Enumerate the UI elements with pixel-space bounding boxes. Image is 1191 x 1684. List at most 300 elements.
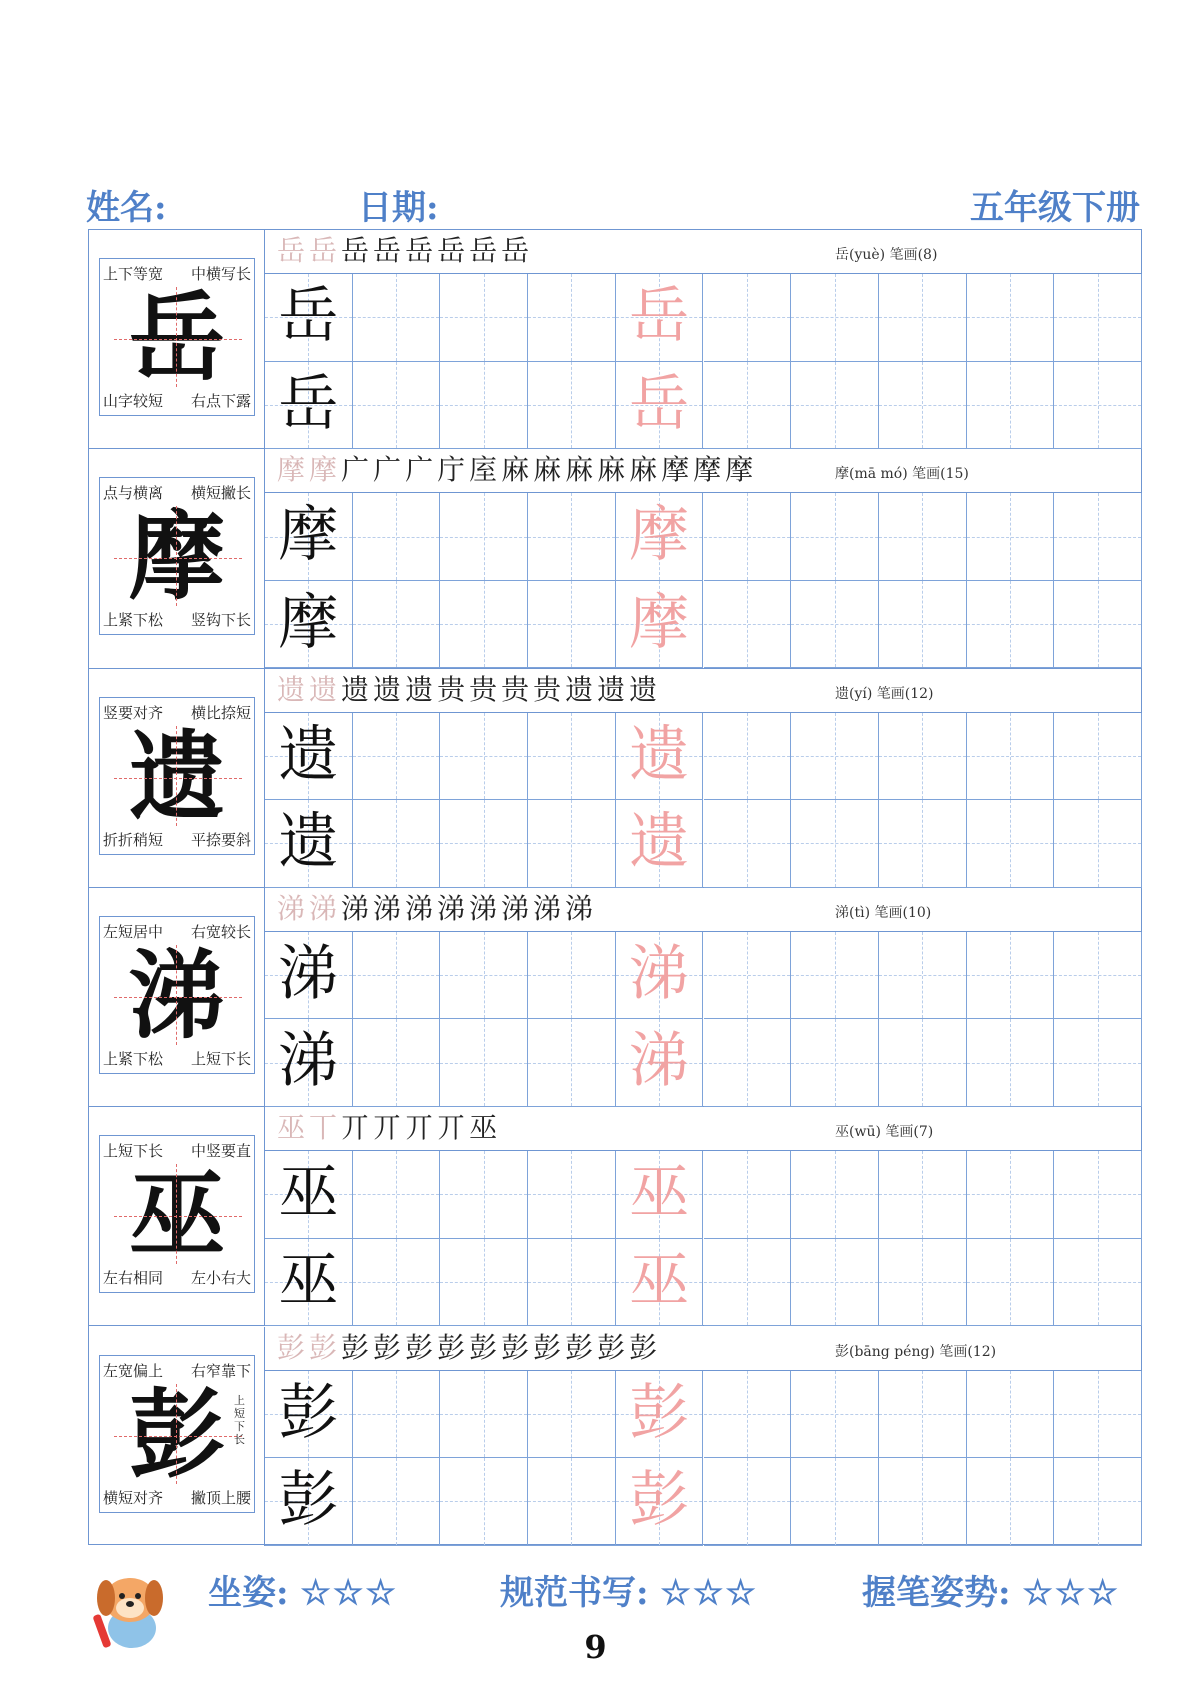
tian-grid-cell[interactable]	[704, 1019, 792, 1107]
tian-grid-cell[interactable]	[440, 713, 528, 801]
tian-grid-cell[interactable]	[791, 274, 879, 362]
stroke-step: 丌	[437, 1111, 466, 1145]
stroke-step: 彭	[501, 1330, 530, 1364]
guide-line	[114, 778, 242, 779]
tian-grid-cell[interactable]	[440, 274, 528, 362]
pinyin-stroke-info: 遗(yí) 笔画(12)	[835, 685, 934, 702]
stroke-step: 麻	[533, 453, 562, 487]
model-character: 彭	[129, 1377, 225, 1491]
tian-grid-cell[interactable]	[879, 581, 967, 669]
stroke-step: 摩	[277, 453, 306, 487]
guide-line	[114, 1216, 242, 1217]
tian-grid-cell[interactable]	[1054, 581, 1142, 669]
sample-character: 岳	[278, 368, 339, 439]
stroke-step: 贵	[501, 672, 530, 706]
tian-grid-cell[interactable]	[967, 1239, 1055, 1327]
tian-grid-cell[interactable]	[616, 581, 704, 669]
tian-grid-cell[interactable]	[353, 1371, 441, 1459]
tian-grid-cell[interactable]	[1054, 1151, 1142, 1239]
stroke-step: 涕	[533, 891, 562, 925]
stroke-step: 岳	[501, 234, 530, 267]
tian-grid-cell[interactable]	[353, 713, 441, 801]
tian-grid-cell[interactable]	[879, 932, 967, 1020]
tian-grid-cell[interactable]	[265, 1239, 353, 1327]
sitting-posture-rating	[208, 1565, 398, 1614]
tian-grid-cell[interactable]	[1054, 362, 1142, 450]
model-character: 巫	[129, 1158, 225, 1272]
writing-tip: 竖要对齐	[103, 703, 164, 722]
tian-grid-cell[interactable]	[1054, 800, 1142, 888]
stroke-step: 丌	[341, 1111, 370, 1145]
guide-line	[176, 1164, 177, 1264]
tian-grid-cell[interactable]	[704, 1371, 792, 1459]
tian-grid-cell[interactable]	[616, 1458, 704, 1546]
tian-grid-cell[interactable]	[704, 932, 792, 1020]
tian-grid-cell[interactable]	[528, 800, 616, 888]
tian-grid-cell[interactable]	[1054, 1239, 1142, 1327]
tian-grid-cell[interactable]	[353, 1239, 441, 1327]
tian-grid-cell[interactable]	[616, 274, 704, 362]
sample-character: 遗	[278, 807, 339, 878]
tian-grid-cell[interactable]	[265, 1151, 353, 1239]
stroke-step: 庁	[437, 453, 466, 487]
stroke-order-strip	[265, 1107, 1141, 1151]
tian-grid-cell[interactable]	[616, 1239, 704, 1327]
guide-line	[114, 1436, 242, 1437]
tian-grid-cell[interactable]	[704, 1458, 792, 1546]
model-column	[89, 1327, 265, 1546]
model-character: 遗	[129, 719, 225, 833]
tian-grid-cell[interactable]	[353, 1458, 441, 1546]
writing-tip: 上短下长	[103, 1142, 164, 1161]
character-block	[89, 230, 1141, 449]
tian-grid-cell[interactable]	[440, 362, 528, 450]
tian-grid-cell[interactable]	[879, 1239, 967, 1327]
tian-grid-cell[interactable]	[616, 932, 704, 1020]
tian-grid-cell[interactable]	[879, 362, 967, 450]
trace-character: 巫	[629, 1245, 690, 1316]
tian-grid-cell[interactable]	[791, 1151, 879, 1239]
stroke-step: 贵	[469, 672, 498, 706]
trace-character: 岳	[629, 281, 690, 351]
grip-label: 握笔姿势:	[862, 1573, 1011, 1613]
stroke-step: 涕	[405, 891, 434, 925]
tian-grid-cell[interactable]	[879, 800, 967, 888]
tian-grid-cell[interactable]	[967, 581, 1055, 669]
trace-character: 彭	[629, 1465, 690, 1535]
tian-grid-cell[interactable]	[528, 1151, 616, 1239]
stroke-step: 涕	[277, 891, 306, 925]
stroke-step: 岳	[405, 234, 434, 267]
tian-grid-cell[interactable]	[1054, 713, 1142, 801]
model-character-box	[99, 697, 255, 855]
stroke-step: 遗	[309, 672, 338, 706]
tian-grid-cell[interactable]	[879, 1151, 967, 1239]
stroke-step: 彭	[277, 1330, 306, 1364]
stroke-step: 麻	[501, 453, 530, 487]
tian-grid-cell[interactable]	[879, 713, 967, 801]
writing-tip: 山字较短	[103, 392, 164, 410]
stroke-step: 丌	[405, 1111, 434, 1145]
guide-line	[176, 945, 177, 1045]
trace-character: 涕	[629, 1026, 690, 1097]
model-character-box	[99, 477, 255, 635]
stroke-step: 彭	[437, 1330, 466, 1364]
stroke-step: 遗	[565, 672, 594, 706]
tian-grid-cell[interactable]	[265, 932, 353, 1020]
stroke-step: 岳	[309, 234, 338, 267]
model-character: 涕	[129, 938, 225, 1052]
stroke-step: 涕	[469, 891, 498, 925]
tian-grid-cell[interactable]	[265, 581, 353, 669]
pinyin-stroke-info: 彭(bāng péng) 笔画(12)	[835, 1343, 997, 1360]
tian-grid-cell[interactable]	[265, 1458, 353, 1546]
tian-grid-cell[interactable]	[967, 493, 1055, 581]
stroke-step: 丅	[309, 1111, 338, 1145]
tian-grid-cell[interactable]	[440, 493, 528, 581]
tian-grid-cell[interactable]	[440, 1239, 528, 1327]
model-column	[89, 449, 265, 667]
model-character-box	[99, 1355, 255, 1513]
sample-character: 巫	[278, 1245, 339, 1316]
stroke-step: 涕	[341, 891, 370, 925]
tian-grid-cell[interactable]	[353, 274, 441, 362]
practice-sheet	[88, 229, 1142, 1545]
model-column	[89, 888, 265, 1106]
tian-grid-cell[interactable]	[528, 274, 616, 362]
tian-grid-cell[interactable]	[791, 1239, 879, 1327]
tian-grid-cell[interactable]	[791, 1371, 879, 1459]
tian-grid-cell[interactable]	[967, 1458, 1055, 1546]
grade-label: 五年级下册	[970, 188, 1140, 228]
guide-line	[176, 506, 177, 606]
sample-character: 彭	[278, 1465, 339, 1535]
stroke-step: 巫	[469, 1111, 498, 1145]
writing-label: 规范书写:	[500, 1573, 649, 1613]
tian-grid-cell[interactable]	[879, 1458, 967, 1546]
stroke-step: 麻	[629, 453, 658, 487]
tian-grid-cell[interactable]	[879, 493, 967, 581]
sample-character: 涕	[278, 938, 339, 1009]
grip-stars[interactable]: ☆☆☆	[1022, 1573, 1120, 1613]
sample-character: 遗	[278, 719, 339, 790]
writing-tip: 横短对齐	[103, 1488, 164, 1507]
tian-grid-cell[interactable]	[265, 1371, 353, 1459]
stroke-step: 涕	[501, 891, 530, 925]
writing-rating	[500, 1565, 758, 1614]
stroke-order-strip	[265, 230, 1141, 274]
stroke-step: 岳	[437, 234, 466, 267]
stroke-step: 广	[405, 453, 434, 487]
tian-grid-cell[interactable]	[265, 800, 353, 888]
tian-grid-cell[interactable]	[440, 581, 528, 669]
stroke-step: 涕	[309, 891, 338, 925]
writing-tip: 中横写长	[190, 265, 251, 283]
stroke-step: 彭	[533, 1330, 562, 1364]
stroke-step: 遗	[629, 672, 658, 706]
writing-tip: 点与横离	[103, 484, 164, 503]
sample-character: 巫	[278, 1158, 339, 1229]
writing-tip: 上紧下松	[103, 611, 164, 630]
trace-character: 摩	[629, 500, 690, 571]
stroke-step: 彭	[341, 1330, 370, 1364]
tian-grid-cell[interactable]	[265, 493, 353, 581]
tian-grid-cell[interactable]	[353, 493, 441, 581]
stroke-step: 彭	[469, 1330, 498, 1364]
stroke-step: 摩	[661, 453, 690, 487]
model-column	[89, 1107, 265, 1325]
trace-character: 岳	[629, 368, 690, 439]
guide-line	[114, 339, 242, 340]
stroke-step: 彭	[309, 1330, 338, 1364]
sample-character: 彭	[278, 1377, 339, 1448]
writing-stars[interactable]: ☆☆☆	[660, 1573, 758, 1613]
tian-grid-cell[interactable]	[440, 1458, 528, 1546]
writing-tip: 横短撇长	[190, 484, 251, 503]
stroke-step: 彭	[597, 1330, 626, 1364]
date-label: 日期:	[358, 188, 439, 228]
tian-grid-cell[interactable]	[528, 493, 616, 581]
stroke-step: 岳	[469, 234, 498, 267]
tian-grid-cell[interactable]	[967, 1371, 1055, 1459]
tian-grid-cell[interactable]	[440, 1371, 528, 1459]
tian-grid-cell[interactable]	[353, 1019, 441, 1107]
character-block	[89, 1327, 1141, 1546]
stroke-step: 遗	[373, 672, 402, 706]
tian-grid-cell[interactable]	[528, 1239, 616, 1327]
stroke-step: 遗	[597, 672, 626, 706]
tian-grid-cell[interactable]	[791, 581, 879, 669]
stroke-step: 遗	[341, 672, 370, 706]
pinyin-stroke-info: 巫(wū) 笔画(7)	[835, 1124, 934, 1141]
tian-grid-cell[interactable]	[353, 1151, 441, 1239]
tian-grid-cell[interactable]	[265, 362, 353, 450]
tian-grid-cell[interactable]	[1054, 1371, 1142, 1459]
tian-grid-cell[interactable]	[528, 1019, 616, 1107]
tian-grid-cell[interactable]	[704, 1239, 792, 1327]
tian-grid-cell[interactable]	[967, 800, 1055, 888]
grip-rating	[862, 1565, 1120, 1614]
tian-grid-cell[interactable]	[704, 1151, 792, 1239]
tian-grid-cell[interactable]	[967, 713, 1055, 801]
stroke-step: 涕	[437, 891, 466, 925]
tian-grid-cell[interactable]	[1054, 493, 1142, 581]
stroke-step: 彭	[565, 1330, 594, 1364]
tian-grid-cell[interactable]	[1054, 274, 1142, 362]
stroke-step: 贵	[533, 672, 562, 706]
stroke-step: 彭	[405, 1330, 434, 1364]
trace-character: 巫	[629, 1158, 690, 1229]
stroke-order-strip	[265, 669, 1141, 713]
stroke-step: 麻	[597, 453, 626, 487]
tian-grid-cell[interactable]	[616, 1371, 704, 1459]
tian-grid-cell[interactable]	[353, 362, 441, 450]
character-block	[89, 888, 1141, 1107]
writing-tip: 左宽偏上	[103, 1361, 164, 1380]
tian-grid-cell[interactable]	[791, 1458, 879, 1546]
tian-grid-cell[interactable]	[1054, 1019, 1142, 1107]
tian-grid-cell[interactable]	[704, 493, 792, 581]
writing-tip: 上短下长	[190, 1049, 251, 1068]
stroke-step: 巫	[277, 1111, 306, 1145]
practice-grid	[265, 274, 1141, 448]
tian-grid-cell[interactable]	[616, 1019, 704, 1107]
tian-grid-cell[interactable]	[528, 1458, 616, 1546]
sample-character: 岳	[278, 281, 339, 351]
guide-line	[114, 558, 242, 559]
tian-grid-cell[interactable]	[616, 800, 704, 888]
practice-grid	[265, 713, 1141, 887]
tian-grid-cell[interactable]	[704, 362, 792, 450]
tian-grid-cell[interactable]	[616, 1151, 704, 1239]
tian-grid-cell[interactable]	[528, 362, 616, 450]
trace-character: 遗	[629, 807, 690, 878]
tian-grid-cell[interactable]	[967, 1151, 1055, 1239]
stroke-step: 彭	[629, 1330, 658, 1364]
model-character: 摩	[129, 500, 225, 614]
stroke-step: 岳	[341, 234, 370, 267]
tian-grid-cell[interactable]	[704, 713, 792, 801]
name-label: 姓名:	[86, 188, 167, 228]
trace-character: 涕	[629, 938, 690, 1009]
sample-character: 涕	[278, 1026, 339, 1097]
tian-grid-cell[interactable]	[528, 581, 616, 669]
model-character-box	[99, 1135, 255, 1293]
practice-grid	[265, 932, 1141, 1106]
tian-grid-cell[interactable]	[265, 1019, 353, 1107]
tian-grid-cell[interactable]	[791, 493, 879, 581]
guide-line	[114, 997, 242, 998]
writing-tip: 右点下露	[190, 392, 251, 410]
character-block	[89, 449, 1141, 668]
tian-grid-cell[interactable]	[879, 1371, 967, 1459]
pinyin-stroke-info: 涕(tì) 笔画(10)	[835, 904, 932, 921]
tian-grid-cell[interactable]	[791, 1019, 879, 1107]
practice-grid	[265, 493, 1141, 667]
tian-grid-cell[interactable]	[353, 932, 441, 1020]
tian-grid-cell[interactable]	[528, 932, 616, 1020]
tian-grid-cell[interactable]	[616, 362, 704, 450]
pinyin-stroke-info: 摩(mā mó) 笔画(15)	[835, 466, 969, 483]
stroke-step: 广	[341, 453, 370, 487]
stroke-step: 丌	[373, 1111, 402, 1145]
stroke-step: 彭	[373, 1330, 402, 1364]
tian-grid-cell[interactable]	[1054, 932, 1142, 1020]
tian-grid-cell[interactable]	[704, 800, 792, 888]
stroke-step: 涕	[565, 891, 594, 925]
stroke-step: 摩	[725, 453, 754, 487]
tian-grid-cell[interactable]	[265, 713, 353, 801]
tian-grid-cell[interactable]	[704, 274, 792, 362]
tian-grid-cell[interactable]	[967, 362, 1055, 450]
tian-grid-cell[interactable]	[791, 800, 879, 888]
tian-grid-cell[interactable]	[528, 1371, 616, 1459]
tian-grid-cell[interactable]	[353, 800, 441, 888]
trace-character: 遗	[629, 719, 690, 790]
writing-tip: 折折稍短	[103, 830, 164, 849]
writing-tip: 左右相同	[103, 1269, 164, 1288]
stroke-step: 摩	[693, 453, 722, 487]
stroke-step: 遗	[277, 672, 306, 706]
guide-line	[176, 1384, 177, 1484]
stroke-step: 岳	[373, 234, 402, 267]
tian-grid-cell[interactable]	[440, 1151, 528, 1239]
tian-grid-cell[interactable]	[967, 1019, 1055, 1107]
stroke-step: 庢	[469, 453, 498, 487]
stroke-step: 遗	[405, 672, 434, 706]
model-character-box	[99, 258, 255, 416]
practice-grid	[265, 1371, 1141, 1546]
writing-tip: 上下等宽	[103, 265, 164, 283]
pinyin-stroke-info: 岳(yuè) 笔画(8)	[835, 247, 938, 263]
writing-tip: 平捺要斜	[190, 830, 251, 849]
tian-grid-cell[interactable]	[440, 800, 528, 888]
model-character-box	[99, 916, 255, 1074]
writing-tip: 右窄靠下	[190, 1361, 251, 1380]
tian-grid-cell[interactable]	[967, 932, 1055, 1020]
tian-grid-cell[interactable]	[353, 581, 441, 669]
writing-tip: 横比捺短	[190, 703, 251, 722]
character-block	[89, 669, 1141, 888]
stroke-order-strip	[265, 449, 1141, 493]
sample-character: 摩	[278, 500, 339, 571]
stroke-step: 岳	[277, 234, 306, 267]
writing-tip: 右宽较长	[190, 922, 251, 941]
trace-character: 摩	[629, 587, 690, 658]
tian-grid-cell[interactable]	[528, 713, 616, 801]
stroke-step: 贵	[437, 672, 466, 706]
tian-grid-cell[interactable]	[967, 274, 1055, 362]
tian-grid-cell[interactable]	[440, 1019, 528, 1107]
writing-tip: 竖钩下长	[190, 611, 251, 630]
tian-grid-cell[interactable]	[791, 713, 879, 801]
tian-grid-cell[interactable]	[616, 713, 704, 801]
stroke-step: 涕	[373, 891, 402, 925]
writing-tip: 左小右大	[190, 1269, 251, 1288]
stroke-step: 麻	[565, 453, 594, 487]
tian-grid-cell[interactable]	[704, 581, 792, 669]
tian-grid-cell[interactable]	[879, 1019, 967, 1107]
tian-grid-cell[interactable]	[440, 932, 528, 1020]
writing-tip: 上紧下松	[103, 1049, 164, 1068]
tian-grid-cell[interactable]	[791, 362, 879, 450]
tian-grid-cell[interactable]	[791, 932, 879, 1020]
writing-tip: 左短居中	[103, 922, 164, 941]
side-note: 上短下长	[234, 1393, 245, 1446]
tian-grid-cell[interactable]	[1054, 1458, 1142, 1546]
stroke-step: 摩	[309, 453, 338, 487]
practice-grid	[265, 1151, 1141, 1325]
character-block	[89, 1107, 1141, 1326]
guide-line	[176, 287, 177, 387]
stroke-order-strip	[265, 888, 1141, 932]
writing-tip: 中竖要直	[190, 1142, 251, 1161]
trace-character: 彭	[629, 1377, 690, 1448]
model-column	[89, 669, 265, 887]
page-number: 9	[584, 1628, 607, 1666]
sample-character: 摩	[278, 587, 339, 658]
writing-tip: 撇顶上腰	[190, 1488, 251, 1507]
stroke-order-strip	[265, 1327, 1141, 1371]
sitting-stars[interactable]: ☆☆☆	[300, 1573, 398, 1613]
tian-grid-cell[interactable]	[879, 274, 967, 362]
stroke-step: 广	[373, 453, 402, 487]
tian-grid-cell[interactable]	[616, 493, 704, 581]
tian-grid-cell[interactable]	[265, 274, 353, 362]
guide-line	[176, 726, 177, 826]
model-column	[89, 230, 265, 448]
sitting-label: 坐姿:	[208, 1573, 289, 1613]
